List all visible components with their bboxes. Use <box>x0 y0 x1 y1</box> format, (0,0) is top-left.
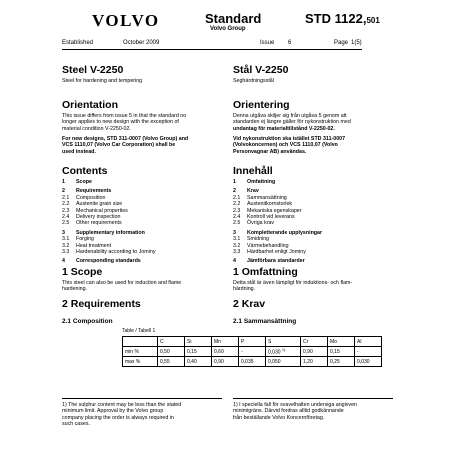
toc-item: 3 Kompletterande upplysningar <box>233 229 323 236</box>
composition-table <box>122 336 382 367</box>
issue-value: 6 <box>288 40 292 46</box>
toc-item: 2.2 Austenitkornstorlek <box>233 201 293 208</box>
table-cell: 0,25 <box>328 357 355 367</box>
footnote-rule-en <box>62 398 222 399</box>
toc-item: 3.3 Härdbarhet enligt Jominy <box>233 249 306 256</box>
toc-item: 2.3 Mechanical properties <box>62 207 128 214</box>
toc-item: 3.1 Forging <box>62 236 94 243</box>
table-header-cell: Mn <box>212 337 239 347</box>
toc-item: 3.2 Värmebehandling <box>233 242 289 249</box>
toc-item: 2.3 Mekaniska egenskaper <box>233 207 302 214</box>
scope-text: This steel can also be used for induction and flame hardening. <box>62 280 182 293</box>
table-cell: 0,40 <box>185 357 212 367</box>
row-label: max % <box>123 357 158 367</box>
table-caption: Table / Tabell 1 <box>122 328 156 334</box>
toc-item: 2 Requirements <box>62 188 112 195</box>
orientering-text: Denna utgåva skiljer sig från utgåva 5 genom att standarden ej längre gäller för nykonstruktion med undantag för materialtillstånd V-2250-02. <box>233 113 351 132</box>
swedish-subtitle: Seghärdningsstål <box>233 78 274 84</box>
requirements-heading: 2 Requirements <box>62 298 141 310</box>
table-header-cell: P <box>239 337 266 347</box>
toc-item: 4 Jämförbara standarder <box>233 258 305 265</box>
table-cell: 0,60 <box>212 347 239 357</box>
table-cell: 0,90 <box>301 347 328 357</box>
orientation-text: This issue differs from issue 5 in that the standard no longer applies to new design with the exception of material condition V-2250-02. <box>62 113 187 132</box>
table-header-cell: Al <box>355 337 382 347</box>
toc-item: 2.2 Austenite grain size <box>62 201 123 208</box>
standard-subtitle: Volvo Group <box>210 26 246 32</box>
toc-item: 4 Corresponding standards <box>62 258 141 265</box>
english-subtitle: Steel for hardening and tempering <box>62 78 143 84</box>
table-row <box>123 347 382 357</box>
omfattning-heading: 1 Omfattning <box>233 266 298 278</box>
toc-item: 2.1 Composition <box>62 194 106 201</box>
table-header-row <box>123 337 382 347</box>
table-header-cell: C <box>158 337 185 347</box>
composition-heading: 2.1 Composition <box>62 318 113 325</box>
footnote-english: 1) The sulphur content may be less than the stated minimum limit. Approval by the Volvo group company placing the order is always required in such cases. <box>62 402 182 428</box>
page-label: Page <box>334 40 349 46</box>
established-value: October 2009 <box>123 40 160 46</box>
header-rule <box>62 49 362 50</box>
nykonstruktion-text: Vid nykonstruktion ska istället STD 311-0007 (Volvokoncernen) och VCS 1110,07 (Volvo Personvagnar AB) användas. <box>233 136 346 155</box>
table-cell: 0,50 <box>158 347 185 357</box>
table-header-cell: S <box>266 337 301 347</box>
table-header-cell: Si <box>185 337 212 347</box>
toc-item: 1 Omfattning <box>233 179 276 185</box>
toc-item: 2.5 Other requirements <box>62 220 122 227</box>
table-cell: 0,050 <box>266 357 301 367</box>
krav-heading: 2 Krav <box>233 298 266 310</box>
page-value: 1(5) <box>351 40 362 46</box>
established-label: Established <box>62 40 94 46</box>
table-cell: 1,20 <box>301 357 328 367</box>
orientering-heading: Orientering <box>233 99 290 111</box>
toc-item: 2.4 Kontroll vid leverans <box>233 214 295 221</box>
toc-item: 2.5 Övriga krav <box>233 220 275 227</box>
standard-version: 501 <box>366 16 380 25</box>
table-cell: 0,15 <box>328 347 355 357</box>
toc-item: 3.2 Heat treatment <box>62 242 112 249</box>
row-label: min % <box>123 347 158 357</box>
footnote-marker: 1) <box>281 347 286 353</box>
table-cell: 0,030 $^{1)}$ <box>266 347 301 357</box>
contents-heading: Contents <box>62 165 108 177</box>
english-title: Steel V-2250 <box>62 64 124 76</box>
table-cell: - <box>355 347 382 357</box>
toc-item: 2 Krav <box>233 188 259 195</box>
table-cell <box>123 337 158 347</box>
table-cell: 0,55 <box>158 357 185 367</box>
table-cell: - <box>239 347 266 357</box>
issue-label: Issue <box>260 40 275 46</box>
english-toc <box>62 179 156 265</box>
toc-item: 3 Supplementary information <box>62 229 145 236</box>
footnote-swedish: 1) I speciella fall för svavelhalten undersiga angivven minimigräns. Därvid fordras alltid godkännande från beställande Volvo Koncernföretag. <box>233 402 357 421</box>
toc-item: 3.1 Smidning <box>233 236 270 243</box>
table-cell: 0,030 <box>355 357 382 367</box>
table-row <box>123 357 382 367</box>
table-header-cell: Mo <box>328 337 355 347</box>
scope-heading: 1 Scope <box>62 266 103 278</box>
innehall-heading: Innehåll <box>233 165 273 177</box>
toc-item: 2.4 Delivery inspection <box>62 214 121 221</box>
table-cell: 0,035 <box>239 357 266 367</box>
table-cell: 0,90 <box>212 357 239 367</box>
toc-item: 3.3 Hardenability according to Jominy <box>62 249 156 256</box>
volvo-logo: VOLVO <box>92 11 160 30</box>
table-cell: 0,15 <box>185 347 212 357</box>
standard-number: STD 1122,501 <box>305 11 380 26</box>
standard-title: Standard <box>205 11 262 26</box>
orientation-heading: Orientation <box>62 99 119 111</box>
new-design-text: For new designs, STD 311-0007 (Volvo Group) and VCS 1110,07 (Volvo Car Corporation) shall be used instead. <box>62 136 189 155</box>
sammansattning-heading: 2.1 Sammansättning <box>233 318 297 325</box>
toc-item: 1 Scope <box>62 179 92 185</box>
swedish-toc <box>233 179 322 265</box>
toc-item: 2.1 Sammansättning <box>233 194 287 201</box>
omfattning-text: Detta stål är även lämpligt för induktions- och flam- härdning. <box>233 280 353 293</box>
footnote-rule-sv <box>233 398 393 399</box>
swedish-title: Stål V-2250 <box>233 64 289 76</box>
table-header-cell: Cr <box>301 337 328 347</box>
